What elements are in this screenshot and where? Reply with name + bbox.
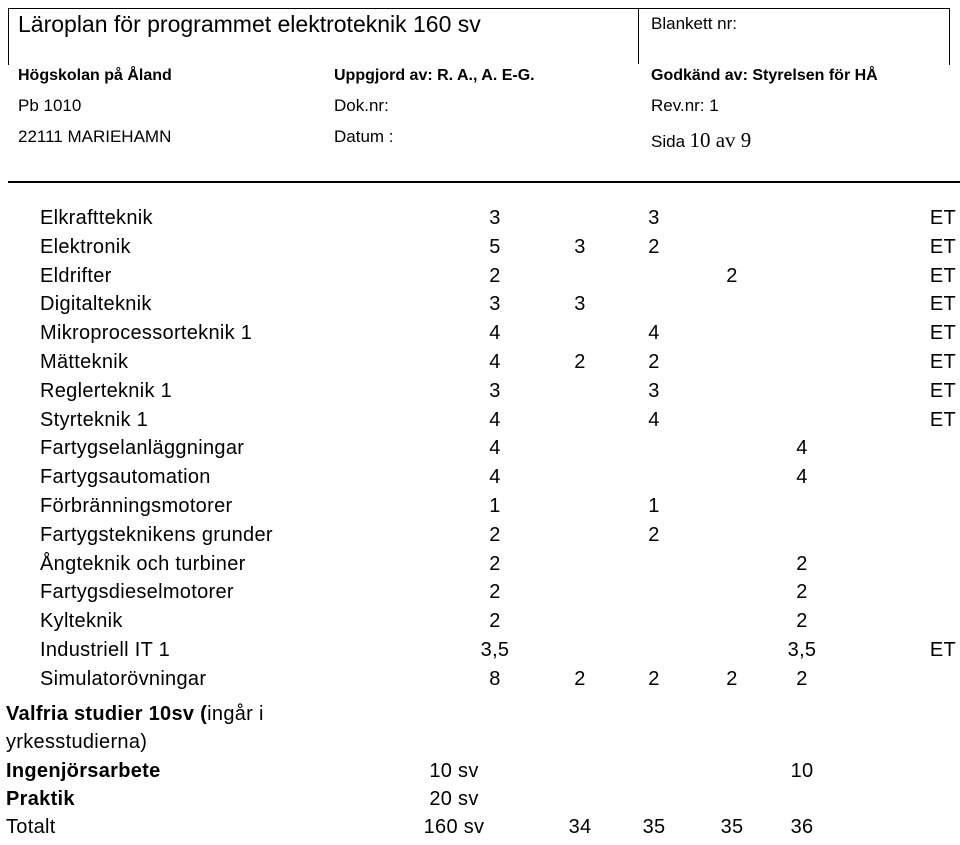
course-et-marker: ET: [929, 235, 956, 258]
course-name: Reglerteknik 1: [40, 379, 173, 402]
course-c2: 1: [648, 495, 660, 517]
course-name: Förbränningsmotorer: [40, 495, 233, 517]
course-et-marker: ET: [929, 408, 956, 431]
course-name: Fartygsdieselmotorer: [40, 581, 234, 604]
course-c2: 2: [648, 523, 660, 546]
address-line1: Pb 1010: [18, 96, 82, 115]
valfria-row: [0, 703, 960, 732]
table-row: [0, 466, 960, 495]
school-name: Högskolan på Åland: [18, 67, 172, 84]
totalt-c3: 35: [720, 816, 744, 838]
course-total: 2: [489, 264, 501, 287]
table-row: [0, 668, 960, 697]
valfria-bold: Valfria studier 10sv (: [6, 703, 208, 725]
praktik-row: [0, 788, 960, 817]
course-c4: 2: [796, 581, 808, 604]
table-row: [0, 409, 960, 438]
course-c4: 4: [796, 466, 808, 489]
totalt-label: Totalt: [6, 816, 56, 838]
course-total: 2: [489, 610, 501, 633]
valfria-line2: yrkesstudierna): [6, 731, 148, 753]
table-row: [0, 380, 960, 409]
totalt-c1: 34: [568, 816, 592, 838]
totalt-c2: 35: [642, 816, 666, 838]
course-total: 4: [489, 351, 501, 373]
course-c1: 2: [574, 667, 586, 690]
course-c1: 3: [574, 235, 586, 258]
course-c3: 2: [726, 264, 738, 287]
datum-label: Datum :: [334, 127, 394, 146]
ingenjor-label: Ingenjörsarbete: [6, 760, 161, 782]
course-name: Eldrifter: [40, 264, 112, 287]
course-name: Kylteknik: [40, 610, 123, 633]
course-total: 8: [489, 667, 501, 690]
table-row: [0, 581, 960, 610]
course-c2: 2: [648, 351, 660, 373]
course-total: 2: [489, 581, 501, 604]
course-name: Digitalteknik: [40, 293, 152, 316]
ingenjor-c4: 10: [790, 760, 814, 782]
table-row: [0, 322, 960, 351]
course-c1: 3: [574, 293, 586, 316]
course-c4: 4: [796, 437, 808, 460]
course-c4: 2: [796, 667, 808, 690]
course-c4: 3,5: [787, 639, 817, 661]
valfria-label: [6, 703, 264, 726]
document-title: Läroplan för programmet elektroteknik 160 sv: [18, 11, 481, 37]
ingenjor-total: 10 sv: [429, 760, 479, 782]
revnr-label: Rev.nr: 1: [651, 96, 719, 115]
course-name: Fartygselanläggningar: [40, 437, 245, 460]
course-c2: 3: [648, 379, 660, 402]
blankett-label: Blankett nr:: [651, 14, 737, 33]
table-row: [0, 437, 960, 466]
totalt-total: 160 sv: [423, 816, 485, 838]
doknr-label: Dok.nr:: [334, 96, 389, 115]
header-divider: [638, 8, 639, 64]
course-name: Elkraftteknik: [40, 207, 153, 229]
course-total: 3,5: [480, 639, 510, 661]
course-et-marker: ET: [929, 351, 956, 373]
course-et-marker: ET: [929, 639, 956, 661]
valfria-rest: ingår i: [207, 703, 264, 725]
course-name: Fartygsautomation: [40, 466, 211, 489]
course-c2: 4: [648, 322, 660, 345]
table-row: [0, 639, 960, 668]
table-row: [0, 610, 960, 639]
course-c2: 2: [648, 667, 660, 690]
valfria-row-2: [0, 731, 960, 760]
course-total: 2: [489, 552, 501, 575]
course-total: 4: [489, 437, 501, 460]
totalt-c4: 36: [790, 816, 814, 838]
table-row: [0, 207, 960, 236]
course-total: 3: [489, 293, 501, 316]
table-row: [0, 265, 960, 294]
praktik-label: Praktik: [6, 788, 75, 810]
table-row: [0, 495, 960, 524]
course-total: 5: [489, 235, 501, 258]
course-name: Simulatorövningar: [40, 667, 207, 690]
course-et-marker: ET: [929, 207, 956, 229]
course-c1: 2: [574, 351, 586, 373]
course-total: 4: [489, 322, 501, 345]
ingenjor-row: [0, 760, 960, 789]
course-name: Mikroprocessorteknik 1: [40, 322, 253, 345]
course-total: 4: [489, 408, 501, 431]
course-c4: 2: [796, 552, 808, 575]
header-rule: [8, 181, 960, 183]
sida-label-group: [651, 128, 751, 153]
sida-label: Sida: [651, 132, 686, 151]
course-name: Fartygsteknikens grunder: [40, 523, 273, 546]
course-c2: 3: [648, 207, 660, 229]
course-total: 2: [489, 523, 501, 546]
course-name: Styrteknik 1: [40, 408, 149, 431]
godkand-label: Godkänd av: Styrelsen för HÅ: [651, 67, 878, 84]
course-name: Industriell IT 1: [40, 639, 171, 661]
course-c4: 2: [796, 610, 808, 633]
table-row: [0, 293, 960, 322]
course-et-marker: ET: [929, 379, 956, 402]
course-c3: 2: [726, 667, 738, 690]
table-row: [0, 524, 960, 553]
uppgjord-label: Uppgjord av: R. A., A. E-G.: [334, 67, 535, 84]
course-name: Ångteknik och turbiner: [40, 552, 246, 575]
table-row: [0, 236, 960, 265]
course-total: 4: [489, 466, 501, 489]
course-c2: 4: [648, 408, 660, 431]
course-name: Mätteknik: [40, 351, 129, 373]
course-et-marker: ET: [929, 322, 956, 345]
course-et-marker: ET: [929, 293, 956, 316]
table-row: [0, 553, 960, 582]
course-total: 3: [489, 207, 501, 229]
praktik-total: 20 sv: [429, 788, 479, 810]
course-name: Elektronik: [40, 235, 131, 258]
address-line2: 22111 MARIEHAMN: [18, 127, 172, 146]
table-row: [0, 351, 960, 380]
course-total: 1: [489, 495, 501, 517]
sida-number: 10 av 9: [689, 128, 752, 152]
course-c2: 2: [648, 235, 660, 258]
totalt-row: [0, 816, 960, 845]
course-et-marker: ET: [929, 264, 956, 287]
course-total: 3: [489, 379, 501, 402]
